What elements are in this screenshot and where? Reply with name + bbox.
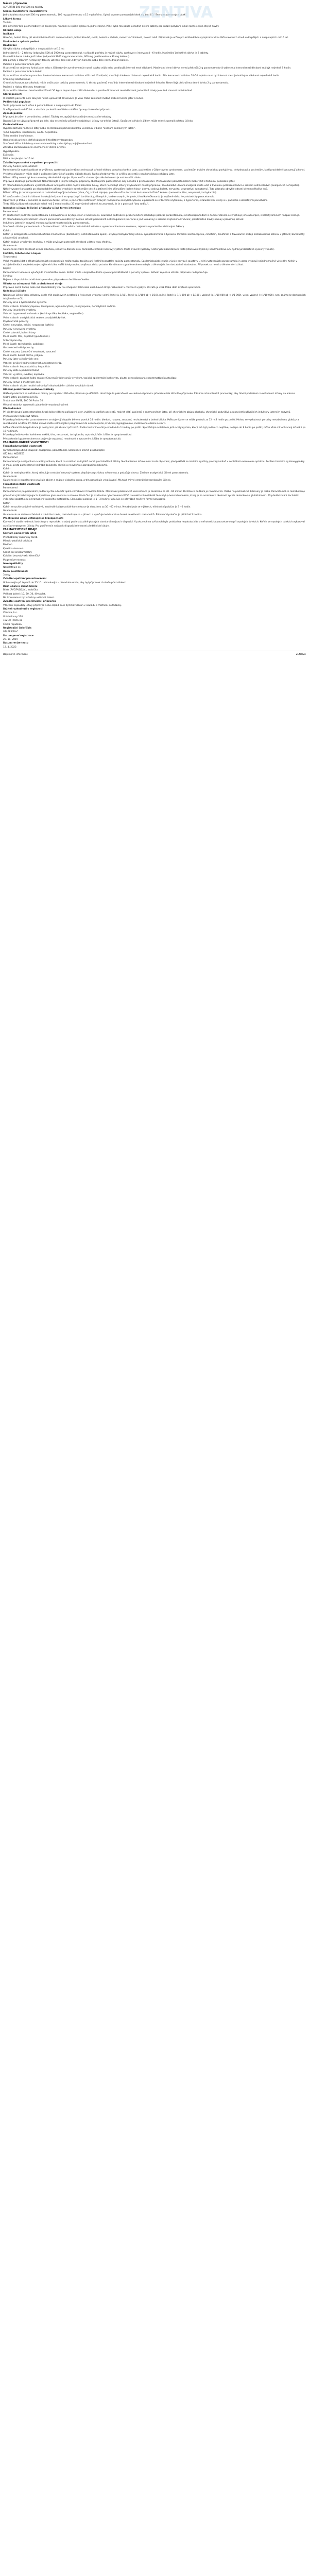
section-paragraph: Pacienti s poruchou funkce jater [3, 63, 41, 66]
section-heading: Zvláštní upozornění a opatření pro použití [3, 161, 59, 164]
footer-left: Doplňkové informace [3, 653, 28, 656]
section-paragraph: Guaifenesin [3, 476, 17, 479]
section-heading: Pediatrická populace [3, 101, 31, 104]
section-paragraph: Jednorázově 1 - 2 tablety (odpovídá 500 až 1000 mg paracetamolu), v případě potřeby je možné dávku opakovat v intervalu 4 - 6 hodin. Maximální jednotlivá dávka je 2 tablety. [3, 52, 209, 55]
section-paragraph: Paracetamol je nutné podávat se zvýšenou opatrností pacientům s mírnou až středně těžkou poruchou funkce jater, pacientům s Gilbertovým syndromem, pacientům trpícím chronickou podvýživou, dehydratací a pacientům, kteří pravidelně konzumují alkohol. V těchto případech může dojít k poškození jater již při podání nižších dávek. Riziko předávkování je vyšší u pacientů s nealkoholickou cirhózou jater. [3, 169, 305, 176]
section-paragraph: Poruchy krve a lymfatického systému [3, 301, 47, 304]
section-paragraph: Při dlouhodobém pravidelném užívání paracetamolu může být zesílen účinek perorálních antikoagulancií (warfarin a jiné kumariny) s rizikem zvýšeného krvácení; příležitostné dávky nemají významný účinek. [3, 218, 245, 221]
section-paragraph: Induktory jaterních enzymů mohou zvyšovat hepatotoxicitu paracetamolu. [3, 222, 90, 225]
section-paragraph: Přípravek je určen k perorálnímu podání. Tablety se zapíjejí dostatečným množstvím tekutiny. [3, 116, 112, 119]
section-paragraph: Předávkování guaifenesinem se projevuje ospalostí, nevolností a zvracením. Léčba je symptomatická. [3, 437, 122, 440]
section-heading: Dávkování [3, 44, 17, 47]
section-paragraph: Paracetamol: [3, 211, 19, 214]
section-paragraph: Při současném užívání s látkami indukujícími jaterní enzymy (např. barbituráty, rifampicin, karbamazepin, fenytoin, třezalka tečkovaná) je zvýšené riziko hepatotoxicity paracetamolu. [3, 195, 215, 198]
section-heading: Zvláštní opatření pro likvidaci přípravku [3, 600, 56, 603]
section-paragraph: Guaifenesin [3, 510, 17, 513]
section-paragraph: Psychiatrické poruchy [3, 320, 29, 323]
section-paragraph: Doporučuje se užívat přípravek po jídle, aby se zmírnily případné nežádoucí účinky na trávicí ústrojí. Současné užívání s jídlem může mírně zpomalit nástup účinku. [3, 120, 194, 123]
section-paragraph: Koloidní bezvodý oxid křemičitý [3, 555, 40, 558]
section-heading: Kontraindikace [3, 124, 23, 127]
section-paragraph: Konvenční studie hodnotící toxicitu pro reprodukci a vývoj podle aktuálně platných standardů nejsou k dispozici. V pokusech na zvířatech byla prokázána hepatotoxicita a nefrotoxicita paracetamolu při vysokých dávkách. Kofein ve vysokých dávkách vykazoval u zvířat teratogenní účinky. Pro guaifenesin nejsou k dispozici relevantní předklinické údaje. [3, 521, 305, 528]
section-paragraph: Bez porady s lékařem nemají být tablety užívány déle než 3 dny při horečce nebo déle než 5 dnů při bolesti. [3, 59, 129, 62]
svg-text:ZENTIVA: ZENTIVA [139, 4, 213, 22]
section-paragraph: Fertilita: [3, 275, 13, 278]
section-paragraph: Paracetamol se po perorálním podání rychle a téměř úplně vstřebává z trávicího traktu. Maximální plazmatické koncentrace je dosaženo za 30 - 60 minut. Distribuce do tkání je rovnoměrná. Vazba na plazmatické bílkoviny je nízká. Paracetamol se metabolizuje převážně v játrech konjugací s kyselinou glukuronovou a sírovou. Malá část je oxidována cytochromem P450 na reaktivní metabolit N-acetyl-p-benzochinonimin, který je za normálních okolností rychle detoxikován glutathionem. Při předávkování dochází k vyčerpání glutathionu a hromadění toxického metabolitu. Eliminační poločas je 1 - 3 hodiny. Vylučuje se převážně močí ve formě konjugátů. [3, 490, 305, 501]
section-paragraph: Velmi vzácné: hepatotoxicita, hepatitida. [3, 366, 51, 369]
section-paragraph: Velikost balení: 10, 20, 30, 40 tablet. [3, 592, 46, 596]
section-paragraph: Nejsou k dispozici dostatečné údaje o vlivu přípravku na fertilitu u člověka. [3, 279, 90, 282]
section-paragraph: U pacientů se závažnou poruchou funkce ledvin (clearance kreatininu nižší než 10 ml/min) musí být dávkovací interval nejméně 8 hodin. Při clearance kreatininu 10–50 ml/min musí být interval mezi jednotlivými dávkami nejméně 6 hodin. [3, 74, 280, 77]
section-paragraph: Během léčby nesmí být konzumovány alkoholické nápoje. U pacientů s chronickým alkoholismem je nutné snížit dávku. [3, 176, 142, 179]
section-paragraph: Těhotenství: [3, 256, 18, 259]
section-heading: Zvláštní opatření pro uchovávání [3, 578, 46, 581]
section-paragraph: Závažná kardiovaskulární onemocnění včetně arytmií. [3, 146, 66, 149]
section-paragraph: Kofein se rychle a úplně vstřebává, maximální plazmatické koncentrace je dosaženo za 30 - 60 minut. Metabolizuje se v játrech, eliminační poločas je 3 - 6 hodin. [3, 505, 191, 509]
section-paragraph: U pacientů se sníženou funkcí jater nebo s Gilbertovým syndromem je nutné dávku snížit nebo prodloužit interval mezi dávkami. Maximální denní dávka nemá překročit 2 g paracetamolu (4 tablety) a interval mezi dávkami má být nejméně 8 hodin. [3, 66, 291, 70]
section-paragraph: Všechen nepoužitý léčivý přípravek nebo odpad musí být zlikvidován v souladu s místními požadavky. [3, 604, 122, 607]
section-paragraph: Časté: nauzea, žaludeční nevolnost, zvracení. [3, 350, 57, 353]
section-paragraph: Pacienti s poruchou funkce ledvin [3, 71, 42, 74]
section-paragraph: Mikrokrystalická celulóza [3, 539, 32, 543]
section-heading: Držitel rozhodnutí o registraci [3, 608, 43, 611]
section-paragraph: Příznaky předávkování paracetamolem se objevují obvykle během prvních 24 hodin: bledost, nauzea, zvracení, nechutenství a bolest břicha. Poškození jater se může projevit za 12 - 48 hodin po požití. Mohou se vyskytnout poruchy metabolismu glukózy a metabolická acidóza. Při těžké otravě může selhání jater progredovat do encefalopatie, krvácení, hypoglykemie, mozkového edému a smrti. [3, 418, 299, 426]
section-paragraph: Příznaky předávkování kofeinem: neklid, třes, nespavost, tachykardie, arytmie, křeče. Léčba je symptomatická. [3, 434, 132, 437]
section-heading: Hlášení podezření na nežádoucí účinky [3, 388, 54, 392]
section-paragraph: Starší pacienti nad 65 let: u starších pacientů není třeba zvláštní úpravy dávkování přípravku. [3, 108, 112, 111]
section-paragraph: Obvyklá dávka u dospělých a dospívajících od 15 let: [3, 48, 65, 51]
section-paragraph: U starších pacientů není obvykle nutné upravovat dávkování. Je však třeba zohlednit možné snížení funkce jater a ledvin. [3, 97, 144, 100]
section-heading: Nežádoucí účinky [3, 290, 26, 293]
section-paragraph: Poruchy funkce jater, alkohol: [3, 165, 38, 168]
document-body [3, 10, 306, 649]
section-paragraph: Vzácné: vyrážka, svědění, kopřivka. [3, 373, 45, 376]
section-heading: Dávkování a způsob podání [3, 40, 39, 43]
section-heading: Seznam pomocných látek [3, 532, 37, 535]
section-paragraph: Gastrointestinální poruchy [3, 347, 34, 350]
section-paragraph: Velmi vzácné: anafylaktická reakce, anafylaktický šok. [3, 316, 66, 319]
section-paragraph: Horečka, bolest hlavy při akutních infekčních onemocněních, bolest kloubů, svalů, bolesti v zádech, menstruační bolesti, bolest zubů. Přípravek je určen pro krátkodobou symptomatickou léčbu akutních stavů u dospělých a dospívajících od 15 let. [3, 37, 289, 40]
section-paragraph: Paracetamol je analgetikum a antipyretikum, které na rozdíl od salicylátů nemá protizánětlivé účinky. Mechanismus účinku není zcela objasněn; předpokládá se inhibice syntézy prostaglandinů v centrálním nervovém systému. Periferní inhibice cyklooxygenázy je malá, proto paracetamol nedráždí žaludeční sliznici a neovlivňuje agregaci trombocytů. [3, 460, 305, 467]
section-paragraph: Guaifenesin se dobře vstřebává z trávicího traktu, metabolizuje se v játrech a vylučuje ledvinami ve formě neaktivních metabolitů. Eliminační poločas je přibližně 1 hodina. [3, 513, 202, 516]
section-paragraph: Guaifenesin: [3, 245, 18, 248]
section-heading: Léková forma [3, 18, 21, 21]
section-paragraph: U Kabelovny 130 [3, 615, 23, 618]
section-paragraph: Státní ústav pro kontrolu léčiv [3, 396, 38, 399]
section-heading: Datum první registrace [3, 634, 33, 637]
section-paragraph: Náhlé vysazení analgetik po dlouhodobém užívání vysokých dávek může vést k abstinenčním příznakům (bolest hlavy, únava, svalová bolest, nervozita, vegetativní symptomy). Tyto příznaky obvykle odezní během několika dnů. [3, 188, 268, 191]
section-paragraph: Webové stránky: www.sukl.cz/nahlasit-nezadouci-ucinek [3, 403, 68, 406]
section-heading: Klinické údaje [3, 29, 22, 32]
section-paragraph: Kyselina stearová [3, 547, 24, 550]
section-paragraph: Poruchy jater a žlučových cest [3, 358, 39, 361]
section-heading: Farmakodynamické vlastnosti [3, 445, 42, 448]
section-paragraph: U pacientů s tělesnou hmotností nižší než 50 kg se doporučuje snížit dávkování a prodloužit interval mezi dávkami; jednotlivé dávky je nutné stanovit individuálně. [3, 90, 193, 93]
section-paragraph: Opatrnosti je třeba u pacientů se sníženou funkcí ledvin, u pacientů s astmatem citlivým na kyselinu acetylsalicylovou, u pacientů se srdečními arytmiemi, s hypertenzí, s žaludečními vředy a u pacientů s úzkostnými poruchami. [3, 199, 268, 202]
section-paragraph: Poruchy ledvin a močových cest [3, 381, 41, 384]
section-paragraph: Méně časté: třes, ospalost (guaifenesin). [3, 335, 50, 338]
section-paragraph: Hypertyreóza. [3, 150, 20, 153]
section-paragraph: Poruchy kůže a podkožní tkáně [3, 369, 39, 372]
section-paragraph: Poruchy nervového systému [3, 328, 36, 331]
section-paragraph: Tento přípravek není určen k podání dětem a dospívajícím do 15 let. [3, 105, 82, 108]
section-paragraph: Předbobtnalý kukuřičný škrob [3, 536, 38, 539]
section-heading: Účinky na schopnost řídit a obsluhovat stroje [3, 282, 63, 285]
section-heading: Předklinické údaje vztahující se k bezpečnosti [3, 517, 63, 520]
section-paragraph: Chronický alkoholismus [3, 78, 30, 81]
section-paragraph: Velmi vzácné: trombocytopenie, leukopenie, agranulocytóza, pancytopenie, hemolytická anémie. [3, 305, 116, 308]
section-heading: Farmakokinetické vlastnosti [3, 483, 40, 486]
section-heading: Datum revize textu [3, 642, 28, 645]
section-paragraph: Přípravek nemá žádný nebo má zanedbatelný vliv na schopnost řídit nebo obsluhovat stroje. Vzhledem k možnosti výskytu závratě je však třeba dbát zvýšené opatrnosti. [3, 286, 201, 289]
section-paragraph: Současné užívání paracetamolu s flukloxacilinem může vést k metabolické acidóze s vysokou aniontovou mezerou, zejména u pacientů s rizikovými faktory. [3, 226, 185, 229]
section-paragraph: Magnesium-stearát [3, 558, 26, 562]
section-paragraph: Farmakoterapeutická skupina: analgetika, paracetamol, kombinace kromě psycholeptik [3, 449, 105, 452]
section-paragraph: 07/ 083/19-C [3, 631, 19, 634]
section-heading: Předávkování [3, 407, 21, 410]
section-paragraph: Těžká renální insuficience. [3, 135, 33, 138]
section-paragraph: Léčba: Okamžitá hospitalizace je nezbytná i při absenci příznaků. Podání aktivního uhlí je vhodné do 1 hodiny po požití. Specifickým antidotem je N-acetylcystein, který má být podán co nejdříve, nejlépe do 8 hodin po požití; může však mít ochranný účinek i po 16 hodinách. [3, 426, 306, 433]
section-heading: Doba použitelnosti [3, 570, 28, 573]
section-paragraph: Vzácné: zvýšení hodnot jaterních aminotransferáz. [3, 362, 62, 365]
section-paragraph: Velké množství dat o těhotných ženách nenaznačuje malformační toxicitu ani fetální/neonatální toxicitu paracetamolu. Epidemiologické studie vývoje nervové soustavy u dětí vystavených paracetamolu in utero vykazují nejednoznačné výsledky. Kofein v nízkých dávkách nepředstavuje zvýšené riziko, vyšší dávky mohou zvyšovat riziko potratu. Kombinace s guaifenesinem nebyla u těhotných žen dostatečně studována. Přípravek se nemá v těhotenství užívat. [3, 260, 298, 266]
section-heading: Způsob podání [3, 112, 23, 115]
section-paragraph: Kofein [3, 502, 10, 505]
section-heading: Druh obalu a obsah balení [3, 585, 38, 588]
section-paragraph: 12. 4. 2023 [3, 646, 16, 649]
section-paragraph: Kofein: [3, 229, 11, 232]
section-paragraph: Těžká hepatální insuficience, akutní hepatitida. [3, 131, 58, 134]
section-paragraph: Kofein je methylxanthin, který stimuluje centrální nervový systém, zlepšuje psychickou výkonnost a potlačuje únavu. Zesiluje analgetický účinek paracetamolu. [3, 471, 189, 474]
footer-right: ZENTIVA [296, 653, 306, 656]
section-paragraph: 102 37 Praha 10 [3, 619, 23, 622]
section-paragraph: Kofein snižuje vylučování teofylinu a může zvyšovat potenciál závislosti u látek typu efedrinu. [3, 241, 112, 244]
doc-subtitle: ACYLPIRIN 500 mg/100 mg tablety [3, 6, 43, 9]
section-paragraph: Vzácné: hypersenzitivní reakce (kožní vyrážka, kopřivka, angioedém). [3, 313, 84, 316]
section-paragraph: Na trhu nemusí být všechny velikosti balení. [3, 597, 55, 600]
section-paragraph: Srdeční poruchy [3, 339, 22, 342]
section-paragraph: Maximální denní dávka je 6 tablet (odpovídá 3000 mg paracetamolu, 600 mg guaifenesinu a 90 mg kofeinu). [3, 55, 130, 58]
section-paragraph: Uchovávejte při teplotě do 25 °C. Uchovávejte v původním obalu, aby byl přípravek chráněn před vlhkostí. [3, 581, 127, 584]
section-paragraph: Hypersenzitivita na léčivé látky nebo na kteroukoli pomocnou látku uvedenou v bodě "Seznam pomocných látek". [3, 127, 136, 130]
section-paragraph: Kofein [3, 468, 10, 471]
section-paragraph: 3 roky. [3, 574, 11, 577]
section-paragraph: Přípravek obsahuje paracetamol. Nekombinujte s jinými léčivými přípravky obsahujícími paracetamol, aby nedošlo k předávkování. Předávkování paracetamolem může vést k těžkému poškození jater. [3, 180, 235, 183]
section-paragraph: Méně časté: tachykardie, palpitace. [3, 343, 45, 346]
section-paragraph: Blistr (PVC/PVDC/Al), krabička. [3, 589, 39, 592]
section-paragraph: Guaifenesin je expektorans; zvyšuje objem a snižuje viskozitu sputa, a tím usnadňuje vykašlávání. Má také mírný centrální myorelaxační účinek. [3, 479, 171, 482]
section-paragraph: Děti a dospívající do 15 let. [3, 158, 35, 161]
section-paragraph: Bílé až téměř bílé ploché tablety se zkosenými hranami a s půlicí rýhou na jedné straně. Půlicí rýha má pouze usnadnit dělení tablety pro snazší polykání, nikoli rozdělení na stejné dávky. [3, 25, 219, 28]
section-paragraph: Kojení: [3, 267, 11, 270]
section-heading: Fertilita, těhotenství a kojení [3, 252, 42, 255]
section-paragraph: Během léčby je nutné vyvarovat se nadměrného příjmu kofeinu (káva, čaj, kolové nápoje), protože může docházet ke kumulaci účinků kofeinu (nervozita, třes, nespavost, tachykardie). [3, 192, 217, 195]
section-paragraph: Jedna tableta obsahuje 500 mg paracetamolu, 100 mg guaifenesinu a 15 mg kofeinu. Úplný seznam pomocných látek viz bod 6.1 "Seznam pomocných látek". [3, 14, 187, 17]
section-paragraph: Při předávkování paracetamolem hrozí riziko těžkého poškození jater, zvláště u starších pacientů, malých dětí, pacientů s onemocněním jater, při chronickém abúzu alkoholu, chronické podvýživě a u pacientů užívajících induktory jaterních enzymů. Předávkování může být fatální. [3, 411, 291, 418]
section-heading: Složení kvalitativní i kvantitativní [3, 10, 47, 13]
doc-title: Název přípravku [3, 2, 27, 5]
section-paragraph: Paracetamol [3, 456, 18, 460]
footer [3, 653, 306, 656]
section-paragraph: Hemolytická anémie, deficit glukóza-6-fosfátdehydrogenázy. [3, 139, 74, 142]
section-heading: Starší pacienti [3, 93, 22, 96]
section-paragraph: Povidon [3, 544, 12, 547]
section-paragraph: Neuplatňuje se. [3, 566, 22, 569]
section-paragraph: Při dlouhodobém podávání vysokých dávek analgetik může dojít k bolestem hlavy, které nesmí být léčeny zvyšováním dávek přípravku. Dlouhodobé užívání analgetik může vést k trvalému poškození ledvin s rizikem selhání ledvin (analgetická nefropatie). [3, 184, 300, 187]
section-paragraph: Česká republika [3, 623, 22, 626]
section-paragraph: 20. 11. 2019 [3, 638, 18, 641]
section-paragraph: Tento léčivý přípravek obsahuje méně než 1 mmol sodíku (23 mg) v jedné tabletě, to znamená, že je v podstatě "bez sodíku". [3, 203, 149, 206]
section-paragraph: Méně časté: bolest břicha, průjem. [3, 354, 44, 358]
section-paragraph: Kofein je antagonista sedativních účinků mnoha látek (barbituráty, antihistaminika apod.). Zvyšuje tachykardický účinek sympatomimetik a tyroxinu. Perorální kontraceptiva, cimetidin, disulfiram a fluvoxamin snižují metabolismus kofeinu v játrech; barbituráty a kouření jej urychlují. [3, 233, 305, 240]
section-paragraph: Tableta. [3, 21, 12, 24]
section-paragraph: Velmi vzácné: závažné kožní reakce (Stevensův-Johnsonův syndrom, toxická epidermální nekrolýza, akutní generalizovaná exantematózní pustulóza). [3, 377, 178, 380]
section-paragraph: Časté: závratě, bolest hlavy. [3, 332, 36, 335]
section-paragraph: Guaifenesin může zesilovat účinek alkoholu, sedativ a dalších látek tlumících centrální nervový systém. Může ovlivnit výsledky některých laboratorních testů (stanovení kyseliny vanilmandlové a 5-hydroxyindoloctové kyseliny v moči). [3, 248, 275, 251]
section-paragraph: Při současném podávání paracetamolu a zidovudinu se zvyšuje sklon k neutropenii. Současné podávání s probenecidem prodlužuje poločas paracetamolu, s metoklopramidem a domperidonem se zrychluje jeho absorpce, s kolestyraminem naopak snižuje. [3, 214, 300, 217]
section-heading: Registrační číslo/čísla [3, 626, 31, 630]
section-paragraph: Zentiva, k.s. [3, 612, 18, 615]
section-paragraph: Poruchy imunitního systému [3, 309, 37, 312]
section-paragraph: Současná léčba inhibitory monoaminooxidázy a dva týdny po jejím ukončení. [3, 142, 93, 145]
section-heading: Indikace [3, 32, 14, 36]
section-heading: Interakce s jinými léčivými přípravky a jiné formy interakce [3, 207, 81, 210]
section-paragraph: Pacienti s nízkou tělesnou hmotností [3, 86, 46, 89]
section-heading: FARMACEUTICKÉ ÚDAJE [3, 528, 37, 531]
section-paragraph: Chronická konzumace alkoholu může snížit práh toxicity paracetamolu. U těchto pacientů musí být interval mezi dávkami nejméně 8 hodin. Nesmí být překročena denní dávka 2 g paracetamolu. [3, 82, 229, 85]
section-paragraph: ATC kód: N02BE51 [3, 453, 25, 456]
section-heading: FARMAKOLOGICKÉ VLASTNOSTI [3, 441, 49, 444]
section-paragraph: Sodná sůl kroskarmelózy [3, 551, 32, 554]
section-paragraph: Epilepsie. [3, 154, 14, 157]
section-paragraph: Velmi vzácné: akutní renální selhání při dlouhodobém užívání vysokých dávek. [3, 384, 94, 387]
section-paragraph: Hlášení podezření na nežádoucí účinky po registraci léčivého přípravku je důležité. Umožňuje to pokračovat ve sledování poměru přínosů a rizik léčivého přípravku. Žádáme zdravotnické pracovníky, aby hlásili podezření na nežádoucí účinky na adresu: [3, 392, 296, 395]
section-heading: Inkompatibility [3, 563, 23, 565]
section-paragraph: Časté: nervozita, neklid, nespavost (kofein). [3, 324, 55, 327]
section-paragraph: Paracetamol [3, 487, 18, 490]
section-paragraph: Nežádoucí účinky jsou seřazeny podle tříd orgánových systémů a frekvence výskytu: velmi časté (≥ 1/10), časté (≥ 1/100 až < 1/10), méně časté (≥ 1/1 000 až < 1/100), vzácné (≥ 1/10 000 až < 1/1 000), velmi vzácné (< 1/10 000), není známo (z dostupných údajů nelze určit). [3, 294, 306, 300]
section-paragraph: Paracetamol i kofein se vylučují do mateřského mléka. Kofein může u kojeného dítěte vyvolat podrážděnost a poruchy spánku. Během kojení se užívání přípravku nedoporučuje. [3, 271, 209, 274]
section-paragraph: Šrobárova 49/48, 100 00 Praha 10 [3, 400, 43, 403]
